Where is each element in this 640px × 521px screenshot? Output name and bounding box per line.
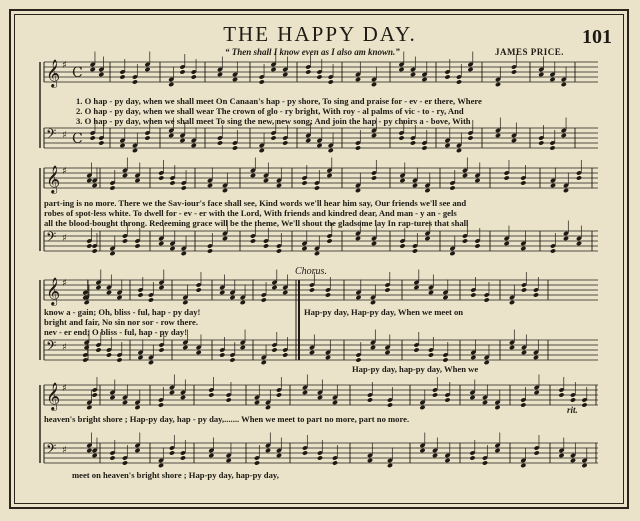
notehead <box>134 448 140 453</box>
ritardando-mark: rit. <box>567 405 578 415</box>
notehead <box>442 295 448 300</box>
notehead <box>428 352 434 357</box>
system4-treble-lyric: heaven's bright shore ; Hap-py day, hap - py day,....... When we meet to part no more, part no more. <box>44 414 410 424</box>
key-signature-sharp: ♯ <box>62 383 67 394</box>
notehead <box>276 183 282 188</box>
notehead <box>398 67 404 72</box>
system1-verse2: 2. O hap - py day, when we shall wear The crown of glo - ry bright, With roy - al palms of vic - to - ry, And <box>76 106 464 116</box>
notehead <box>550 183 556 188</box>
notehead <box>561 133 567 138</box>
notehead <box>122 460 128 465</box>
notehead <box>317 455 323 460</box>
treble-clef: 𝄞 <box>46 382 61 410</box>
notehead <box>208 453 214 458</box>
notehead <box>332 400 338 405</box>
notehead <box>265 405 271 410</box>
notehead <box>208 392 214 397</box>
notehead <box>470 292 476 297</box>
notehead <box>158 285 164 290</box>
notehead <box>387 463 393 468</box>
notehead <box>370 345 376 350</box>
notehead <box>533 292 539 297</box>
notehead <box>232 145 238 150</box>
notehead <box>232 77 238 82</box>
time-signature: C <box>72 65 83 81</box>
notehead <box>95 347 101 352</box>
notehead <box>119 143 125 148</box>
notehead <box>410 140 416 145</box>
notehead <box>261 360 267 365</box>
notehead <box>282 290 288 295</box>
notehead <box>148 360 154 365</box>
notehead <box>261 297 267 302</box>
notehead <box>370 300 376 305</box>
notehead <box>421 77 427 82</box>
notehead <box>412 248 418 253</box>
notehead <box>92 248 98 253</box>
notehead <box>222 236 228 241</box>
notehead <box>86 243 92 248</box>
notehead <box>462 173 468 178</box>
notehead <box>168 133 174 138</box>
notehead <box>419 405 425 410</box>
notehead <box>495 82 501 87</box>
notehead <box>259 79 265 84</box>
notehead <box>122 400 128 405</box>
notehead <box>576 241 582 246</box>
notehead <box>302 450 308 455</box>
notehead <box>169 390 175 395</box>
notehead <box>538 140 544 145</box>
notehead <box>558 453 564 458</box>
notehead <box>302 390 308 395</box>
notehead <box>521 287 527 292</box>
notehead <box>332 460 338 465</box>
notehead <box>470 355 476 360</box>
notehead <box>520 402 526 407</box>
notehead <box>563 188 569 193</box>
bass-clef: 𝄢 <box>46 126 57 145</box>
system2-verse1: part-ing is no more. There we the Sav-iour's face shall see, Kind words we'll hear him say, Our friends we'll see and <box>44 198 467 208</box>
notehead <box>549 77 555 82</box>
notehead <box>134 178 140 183</box>
notehead <box>168 82 174 87</box>
bass-clef: 𝄢 <box>46 338 57 357</box>
notehead <box>387 402 393 407</box>
notehead <box>309 287 315 292</box>
notehead <box>482 460 488 465</box>
notehead <box>509 300 515 305</box>
notehead <box>217 140 223 145</box>
notehead <box>207 183 213 188</box>
notehead <box>521 350 527 355</box>
notehead <box>259 148 265 153</box>
notehead <box>314 251 320 256</box>
epigraph: “ Then shall I know even as I also am known.” <box>225 47 400 57</box>
notehead <box>98 72 104 77</box>
treble-clef: 𝄞 <box>46 277 61 305</box>
time-signature: C <box>72 131 83 147</box>
composer: JAMES PRICE. <box>495 47 565 57</box>
key-signature-sharp: ♯ <box>62 342 67 353</box>
notehead <box>90 135 96 140</box>
notehead <box>132 79 138 84</box>
notehead <box>413 347 419 352</box>
notehead <box>520 463 526 468</box>
notehead <box>158 175 164 180</box>
system3-chorus-treble: Hap-py day, Hap-py day, When we meet on <box>304 307 464 317</box>
notehead <box>158 463 164 468</box>
notehead <box>240 300 246 305</box>
notehead <box>325 355 331 360</box>
system1-verse1: 1. O hap - py day, when we shall meet On Canaan's hap - py shore, To sing and praise for - ev - er there, Where <box>76 96 482 106</box>
notehead <box>355 145 361 150</box>
notehead <box>444 458 450 463</box>
notehead <box>282 72 288 77</box>
notehead <box>561 82 567 87</box>
key-signature-sharp: ♯ <box>62 60 67 71</box>
notehead <box>371 241 377 246</box>
system3-verse2: bright and fair, No sin nor sor - row there. <box>44 317 198 327</box>
treble-clef: 𝄞 <box>46 59 61 87</box>
notehead <box>533 355 539 360</box>
notehead <box>219 352 225 357</box>
notehead <box>122 173 128 178</box>
notehead <box>109 455 115 460</box>
notehead <box>301 246 307 251</box>
notehead <box>158 241 164 246</box>
notehead <box>271 347 277 352</box>
notehead <box>169 180 175 185</box>
notehead <box>109 251 115 256</box>
notehead <box>467 67 473 72</box>
notehead <box>432 392 438 397</box>
notehead <box>384 287 390 292</box>
notehead <box>570 458 576 463</box>
notehead <box>549 145 555 150</box>
notehead <box>240 345 246 350</box>
notehead <box>137 355 143 360</box>
notehead <box>494 448 500 453</box>
notehead <box>219 290 225 295</box>
notehead <box>116 357 122 362</box>
notehead <box>558 392 564 397</box>
notehead <box>474 178 480 183</box>
notehead <box>271 285 277 290</box>
bass-clef: 𝄢 <box>46 441 57 460</box>
notehead <box>181 251 187 256</box>
notehead <box>398 135 404 140</box>
notehead <box>325 292 331 297</box>
system4-bass-lyric: meet on heaven's bright shore ; Hap-py day, hap-py day, <box>72 470 279 480</box>
bass-clef: 𝄢 <box>46 229 57 248</box>
notehead <box>495 133 501 138</box>
notehead <box>484 360 490 365</box>
notehead <box>570 397 576 402</box>
notehead <box>467 135 473 140</box>
system2-verse2: robes of spot-less white. To dwell for - ev - er with the Lord, With friends and kindred dear, And man - y an - gels <box>44 208 457 218</box>
system3-chorus-bass: Hap-py day, hap-py day, When we <box>352 364 479 374</box>
notehead <box>494 405 500 410</box>
notehead <box>116 295 122 300</box>
notehead <box>399 243 405 248</box>
notehead <box>158 402 164 407</box>
notehead <box>538 72 544 77</box>
notehead <box>263 243 269 248</box>
notehead <box>534 390 540 395</box>
notehead <box>316 143 322 148</box>
notehead <box>86 405 92 410</box>
notehead <box>90 67 96 72</box>
notehead <box>263 178 269 183</box>
notehead <box>444 74 450 79</box>
notehead <box>511 138 517 143</box>
notehead <box>456 148 462 153</box>
notehead <box>412 183 418 188</box>
notehead <box>444 143 450 148</box>
notehead <box>148 297 154 302</box>
notehead <box>474 243 480 248</box>
notehead <box>449 251 455 256</box>
notehead <box>182 300 188 305</box>
notehead <box>326 238 332 243</box>
notehead <box>550 248 556 253</box>
notehead <box>254 460 260 465</box>
notehead <box>511 69 517 74</box>
notehead <box>317 395 323 400</box>
notehead <box>207 248 213 253</box>
notehead <box>384 350 390 355</box>
notehead <box>180 455 186 460</box>
notehead <box>421 145 427 150</box>
notehead <box>191 74 197 79</box>
notehead <box>276 248 282 253</box>
notehead <box>82 357 88 362</box>
notehead <box>92 392 98 397</box>
notehead <box>179 69 185 74</box>
notehead <box>581 402 587 407</box>
notehead <box>328 79 334 84</box>
key-signature-sharp: ♯ <box>62 445 67 456</box>
notehead <box>371 82 377 87</box>
notehead <box>442 357 448 362</box>
notehead <box>371 175 377 180</box>
notehead <box>371 133 377 138</box>
notehead <box>328 148 334 153</box>
notehead <box>355 357 361 362</box>
notehead <box>355 236 361 241</box>
notehead <box>428 290 434 295</box>
notehead <box>109 185 115 190</box>
notehead <box>282 140 288 145</box>
notehead <box>92 183 98 188</box>
notehead <box>95 285 101 290</box>
notehead <box>132 148 138 153</box>
notehead <box>226 458 232 463</box>
notehead <box>469 455 475 460</box>
key-signature-sharp: ♯ <box>62 233 67 244</box>
notehead <box>576 175 582 180</box>
notehead <box>137 292 143 297</box>
notehead <box>250 173 256 178</box>
notehead <box>449 185 455 190</box>
notehead <box>86 178 92 183</box>
notehead <box>305 69 311 74</box>
notehead <box>134 405 140 410</box>
notehead <box>482 400 488 405</box>
notehead <box>229 295 235 300</box>
notehead <box>581 463 587 468</box>
notehead <box>367 458 373 463</box>
notehead <box>144 67 150 72</box>
notehead <box>250 238 256 243</box>
notehead <box>270 67 276 72</box>
notehead <box>169 246 175 251</box>
key-signature-sharp: ♯ <box>62 278 67 289</box>
notehead <box>191 143 197 148</box>
notehead <box>309 350 315 355</box>
notehead <box>399 178 405 183</box>
notehead <box>424 236 430 241</box>
notehead <box>86 448 92 453</box>
treble-clef: 𝄞 <box>46 165 61 193</box>
notehead <box>444 397 450 402</box>
notehead <box>509 345 515 350</box>
notehead <box>84 300 90 305</box>
notehead <box>270 135 276 140</box>
notehead <box>469 395 475 400</box>
key-signature-sharp: ♯ <box>62 166 67 177</box>
hymn-title: THE HAPPY DAY. <box>223 22 417 46</box>
notehead <box>282 352 288 357</box>
notehead <box>254 400 260 405</box>
notehead <box>520 180 526 185</box>
notehead <box>119 74 125 79</box>
notehead <box>84 345 90 350</box>
page-number: 101 <box>582 26 612 48</box>
notehead <box>563 236 569 241</box>
notehead <box>182 345 188 350</box>
system3-verse1: know a - gain; Oh, bliss - ful, hap - py day! <box>44 307 201 317</box>
notehead <box>226 397 232 402</box>
notehead <box>314 185 320 190</box>
notehead <box>419 448 425 453</box>
notehead <box>367 397 373 402</box>
notehead <box>229 357 235 362</box>
system2-verse3: all the blood-bought throng. Redeeming grace will be the theme, We'll shout the gladsome lay In rap-tures that shall <box>44 218 469 228</box>
notehead <box>355 77 361 82</box>
notehead <box>222 188 228 193</box>
chorus-label: Chorus. <box>295 266 327 277</box>
notehead <box>504 175 510 180</box>
notehead <box>432 453 438 458</box>
notehead <box>355 295 361 300</box>
key-signature-sharp: ♯ <box>62 130 67 141</box>
notehead <box>413 285 419 290</box>
notehead <box>462 238 468 243</box>
notehead <box>534 450 540 455</box>
system3-verse3: nev - er end; O bliss - ful, hap - py day! <box>44 327 188 337</box>
notehead <box>276 392 282 397</box>
system1-verse3: 3. O hap - py day, when we shall meet To sing the new, new song; And join the hap - py choirs a - bove, With <box>76 116 471 126</box>
notehead <box>484 297 490 302</box>
notehead <box>410 72 416 77</box>
notehead <box>169 450 175 455</box>
notehead <box>520 246 526 251</box>
notehead <box>158 347 164 352</box>
notehead <box>196 350 202 355</box>
notehead <box>134 243 140 248</box>
notehead <box>92 453 98 458</box>
notehead <box>106 352 112 357</box>
notehead <box>109 395 115 400</box>
notehead <box>106 290 112 295</box>
notehead <box>196 287 202 292</box>
notehead <box>144 135 150 140</box>
notehead <box>265 448 271 453</box>
notehead <box>122 238 128 243</box>
notehead <box>326 173 332 178</box>
notehead <box>456 79 462 84</box>
notehead <box>504 241 510 246</box>
notehead <box>98 140 104 145</box>
notehead <box>355 188 361 193</box>
notehead <box>179 138 185 143</box>
notehead <box>276 453 282 458</box>
notehead <box>316 74 322 79</box>
notehead <box>180 395 186 400</box>
notehead <box>424 188 430 193</box>
notehead <box>181 185 187 190</box>
notehead <box>301 180 307 185</box>
notehead <box>217 72 223 77</box>
notehead <box>305 138 311 143</box>
